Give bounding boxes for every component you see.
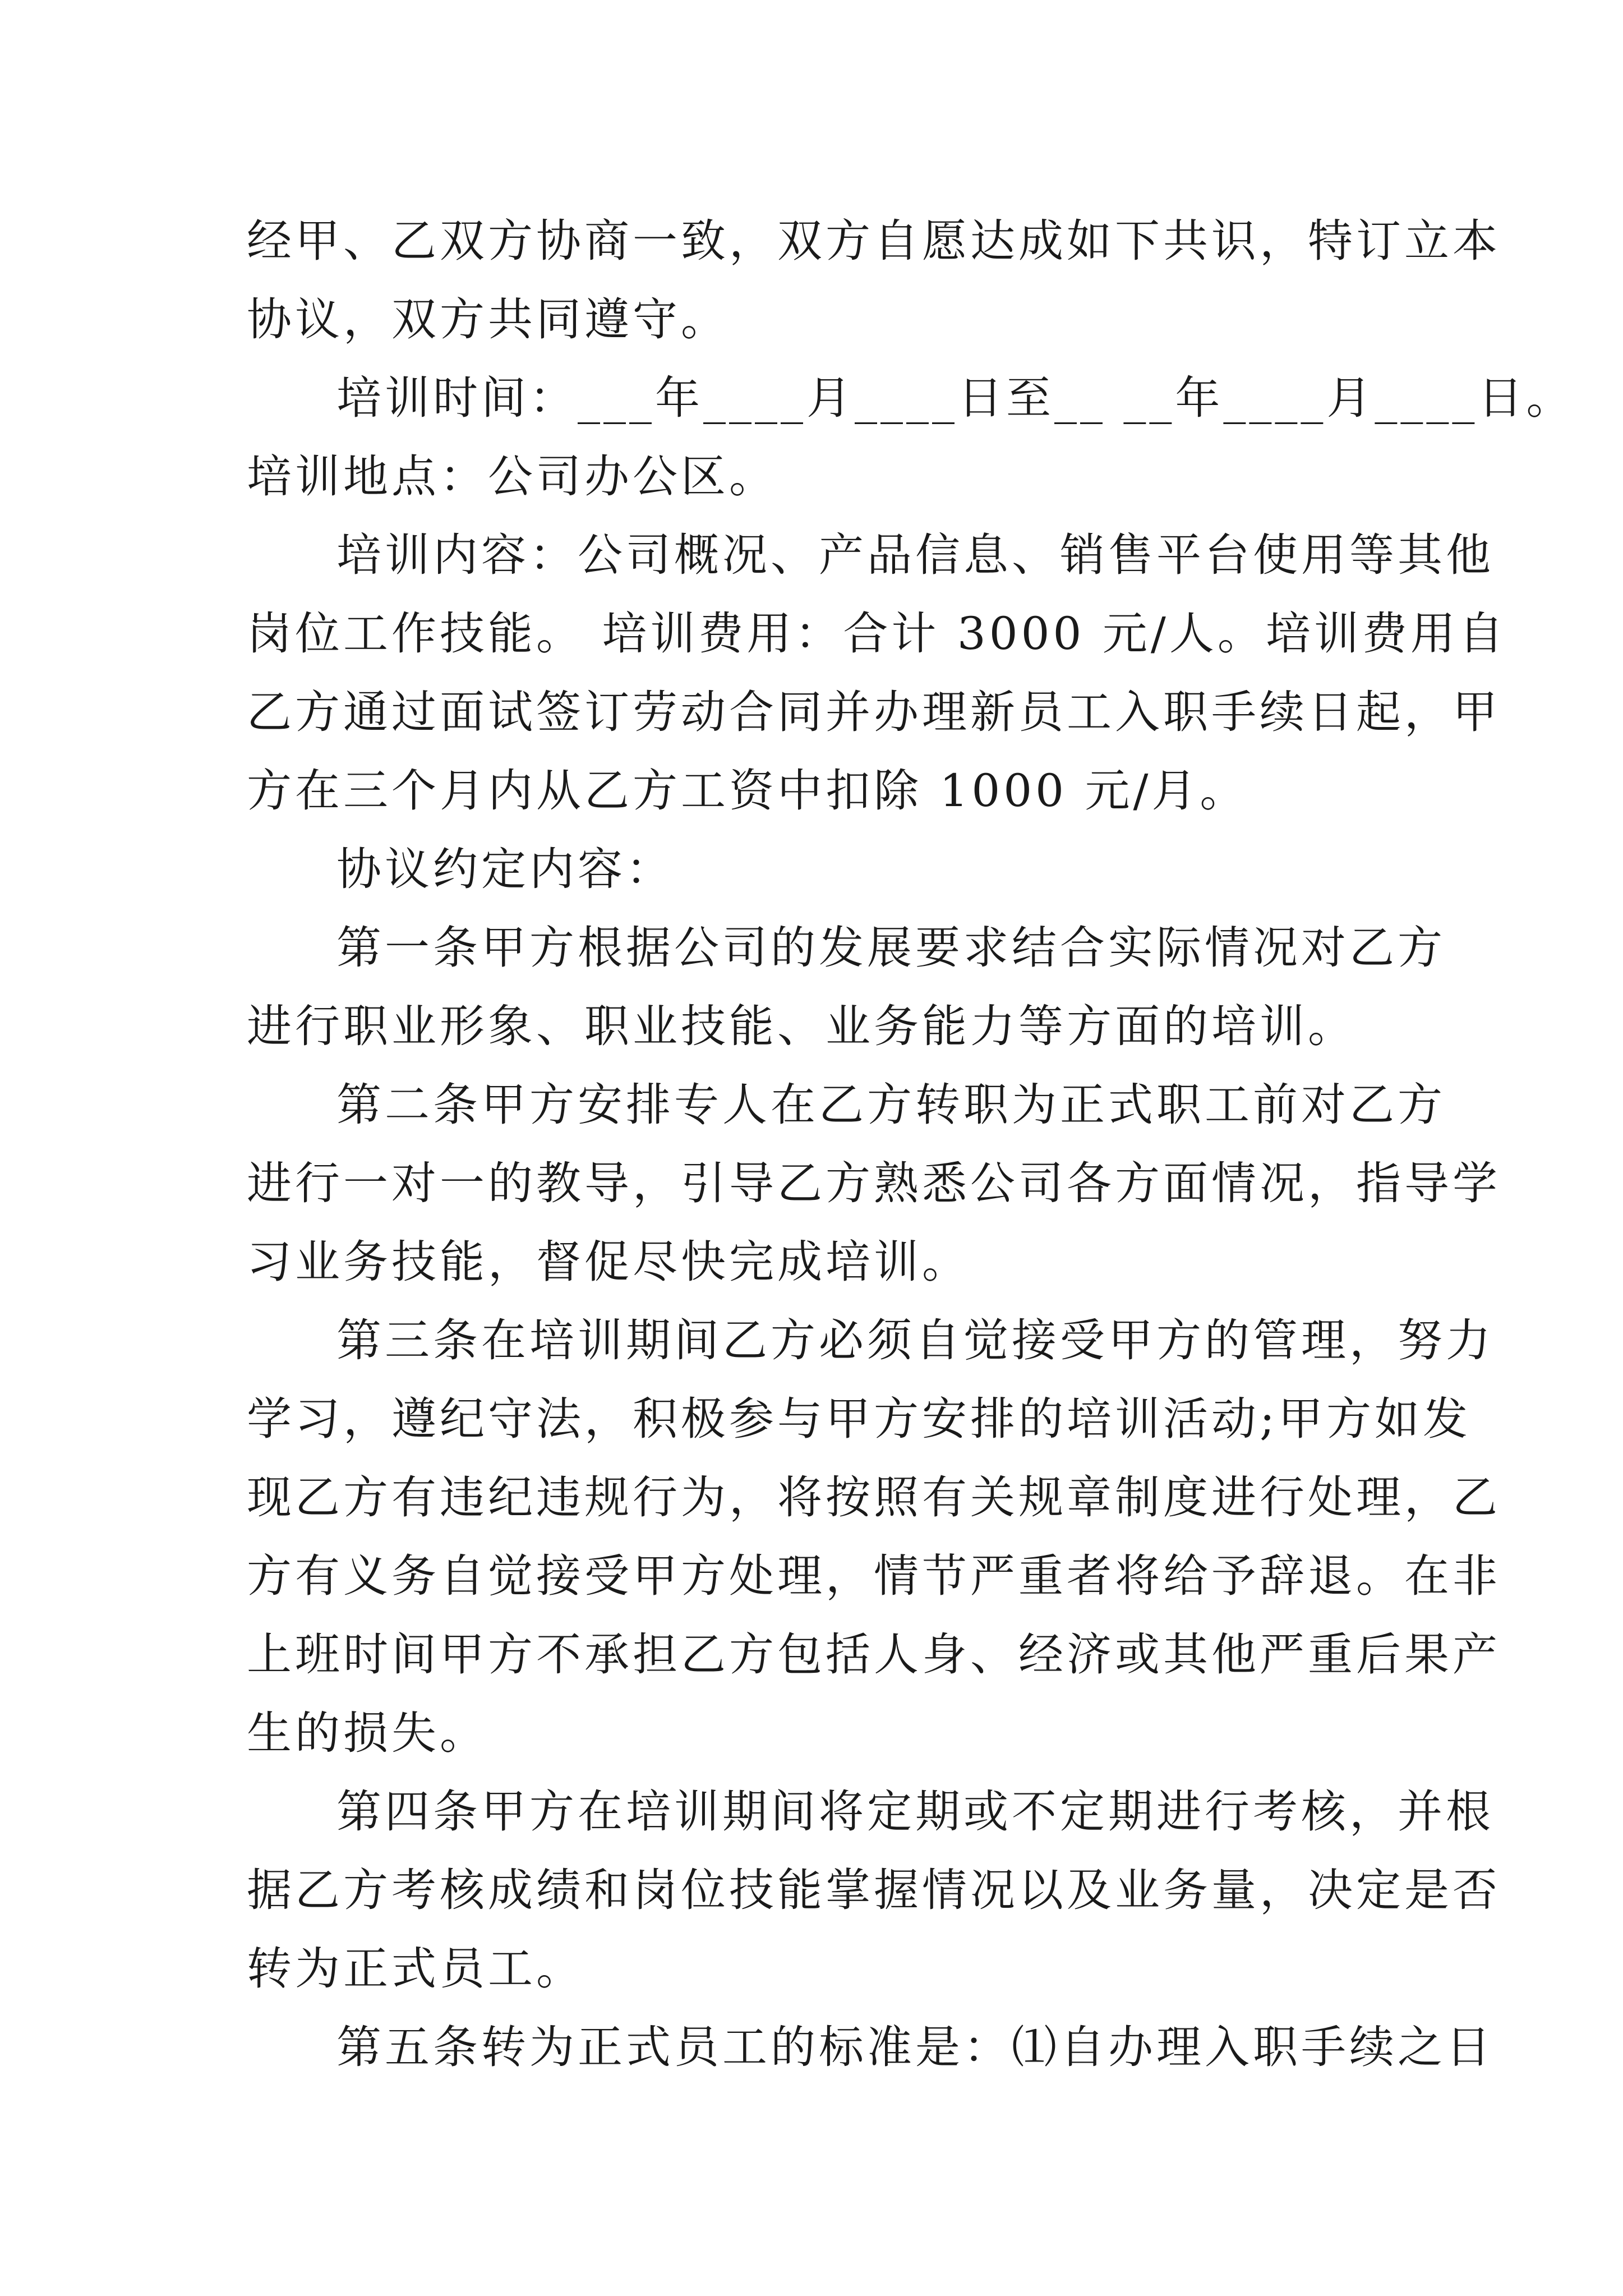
text-line: 生的损失。 — [247, 1707, 488, 1759]
text-line: 乙方通过面试签订劳动合同并办理新员工入职手续日起，甲 — [247, 686, 1501, 738]
text-line: 经甲、乙双方协商一致，双方自愿达成如下共识，特订立本 — [247, 215, 1501, 267]
text-line: 第五条转为正式员工的标准是：⑴自办理入职手续之日 — [336, 2021, 1494, 2073]
text-line: 第三条在培训期间乙方必须自觉接受甲方的管理，努力 — [336, 1314, 1494, 1366]
text-line: 转为正式员工。 — [247, 1943, 584, 1995]
text-line: 学习，遵纪守法，积极参与甲方安排的培训活动;甲方如发 — [247, 1393, 1471, 1445]
text-line: 协议，双方共同遵守。 — [247, 293, 729, 346]
text-line: 据乙方考核成绩和岗位技能掌握情况以及业务量，决定是否 — [247, 1864, 1501, 1916]
text-line: 岗位工作技能。 培训费用：合计 3000 元/人。培训费用自 — [247, 608, 1507, 660]
text-line: 进行一对一的教导，引导乙方熟悉公司各方面情况，指导学 — [247, 1157, 1501, 1209]
text-line: 进行职业形象、职业技能、业务能力等方面的培训。 — [247, 1000, 1356, 1052]
text-line: 培训内容：公司概况、产品信息、销售平台使用等其他 — [336, 529, 1494, 581]
text-line: 培训地点：公司办公区。 — [247, 450, 777, 503]
text-line: 方在三个月内从乙方工资中扣除 1000 元/月。 — [247, 765, 1248, 817]
text-line: 第四条甲方在培训期间将定期或不定期进行考核，并根 — [336, 1786, 1494, 1838]
text-line: 现乙方有违纪违规行为，将按照有关规章制度进行处理，乙 — [247, 1471, 1501, 1524]
text-line: 第二条甲方安排专人在乙方转职为正式职工前对乙方 — [336, 1079, 1446, 1131]
text-line: 方有义务自觉接受甲方处理，情节严重者将给予辞退。在非 — [247, 1550, 1501, 1602]
text-line: 第一条甲方根据公司的发展要求结合实际情况对乙方 — [336, 922, 1446, 974]
text-line: 培训时间：___年____月____日至__ __年____月____日。 — [336, 372, 1575, 424]
text-line: 习业务技能，督促尽快完成培训。 — [247, 1236, 970, 1288]
text-line: 协议约定内容： — [336, 843, 674, 895]
text-line: 上班时间甲方不承担乙方包括人身、经济或其他严重后果产 — [247, 1628, 1501, 1681]
